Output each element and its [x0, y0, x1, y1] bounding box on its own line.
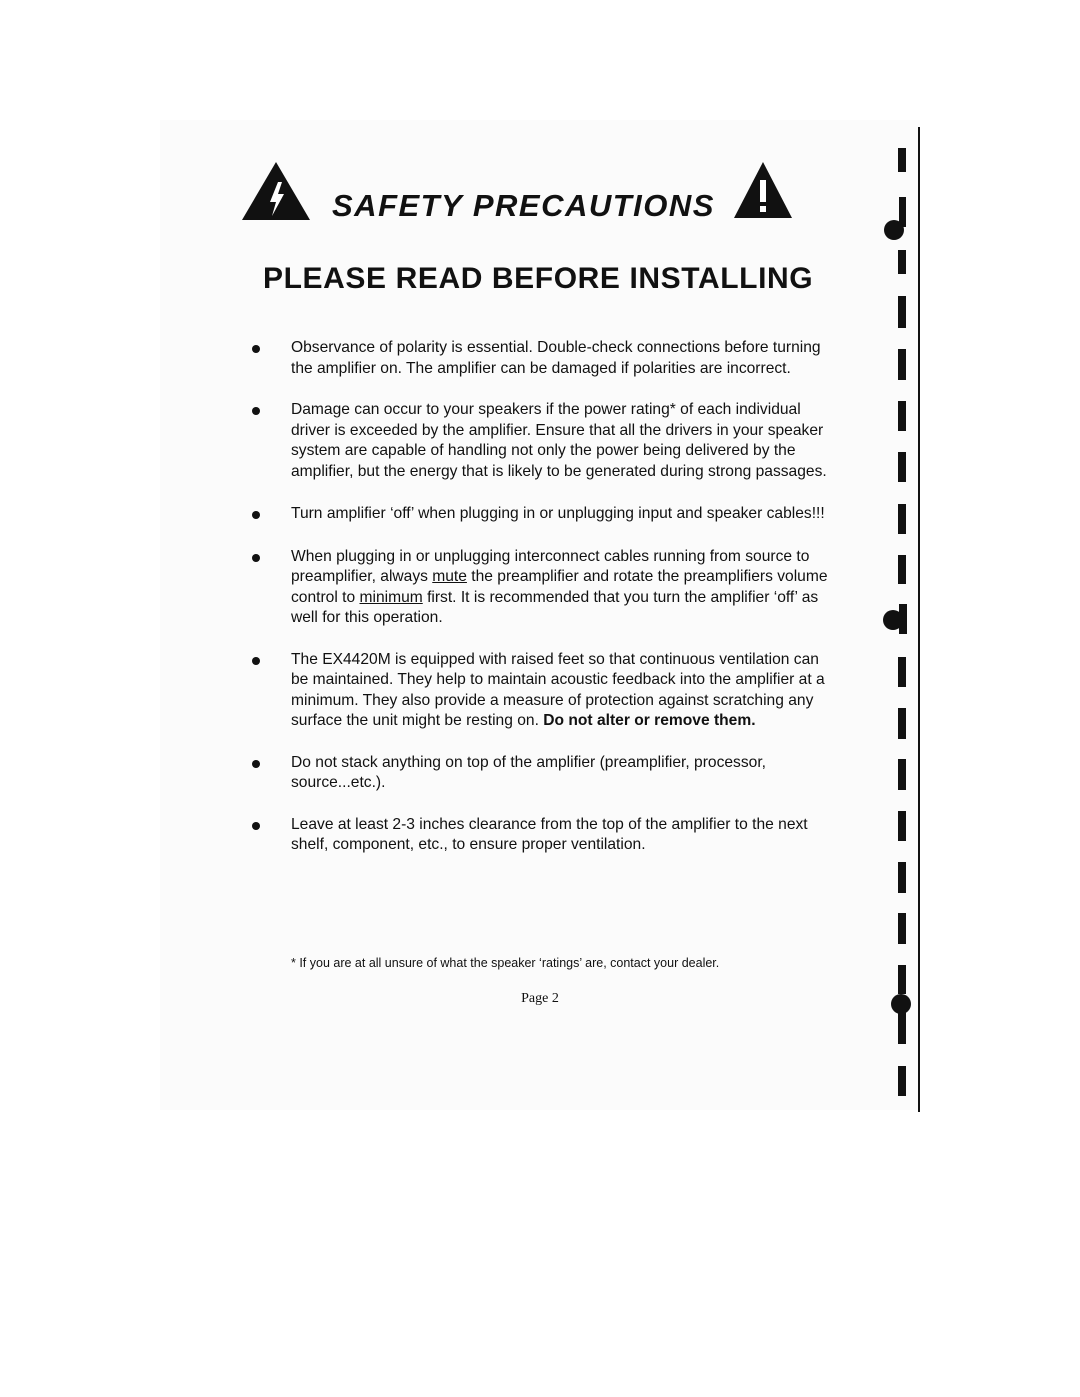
- list-item-text: The EX4420M is equipped with raised feet so that continuous ventilation can be maintained. They help to maintain acoustic feedback into the amplifier at a minimum. They also provide a measure of protection against scratching any surface the unit might be resting on.: [291, 650, 825, 729]
- list-item: [250, 338, 840, 379]
- bold-warning: Do not alter or remove them.: [543, 712, 756, 729]
- bullet-icon: [252, 822, 260, 830]
- minimum-emphasis: minimum: [359, 588, 423, 606]
- mute-emphasis: mute: [432, 568, 467, 585]
- list-item-text: Leave at least 2-3 inches clearance from the top of the amplifier to the next shelf, component, etc., to ensure proper ventilation.: [291, 815, 808, 853]
- list-item-text: When plugging in or unplugging interconnect cables running from source to preamplifier, always: [291, 547, 810, 585]
- bullet-icon: [252, 760, 260, 768]
- list-item-text: the preamplifier and rotate the preamplifiers volume control to: [291, 568, 828, 606]
- exclamation-warning-icon: [732, 160, 794, 220]
- footnote: * If you are at all unsure of what the speaker ‘ratings’ are, contact your dealer.: [291, 956, 720, 970]
- list-item-text: Observance of polarity is essential. Double-check connections before turning the amplifier on. The amplifier can be damaged if polarities are incorrect.: [291, 339, 821, 377]
- punch-hole-binding-marks-icon: [868, 0, 928, 1397]
- bullet-icon: [252, 657, 260, 665]
- list-item-text: Turn amplifier ‘off’ when plugging in or unplugging input and speaker cables!!!: [291, 505, 825, 522]
- list-item: [250, 753, 840, 794]
- bullet-icon: [252, 554, 260, 562]
- list-item-text: Damage can occur to your speakers if the power rating* of each individual driver is exceeded by the amplifier. Ensure that all the drivers in your speaker system are capable of handling not only the power being delivered by the amplifier, but the energy that is likely to be generated during strong passages.: [291, 401, 827, 480]
- bullet-icon: [252, 407, 260, 415]
- list-item: [250, 400, 840, 482]
- list-item: [250, 650, 840, 732]
- list-item: [250, 547, 840, 629]
- list-item-text: Do not stack anything on top of the amplifier (preamplifier, processor, source...etc.).: [291, 753, 766, 791]
- list-item-text: first. It is recommended that you turn the amplifier ‘off’ as well for this operation.: [291, 588, 819, 626]
- list-item: [250, 815, 840, 856]
- header: [240, 160, 800, 230]
- page-number: Page 2: [521, 991, 559, 1006]
- section-title: SAFETY PRECAUTIONS: [332, 188, 715, 223]
- electric-shock-warning-icon: [240, 160, 312, 222]
- bullet-icon: [252, 511, 260, 519]
- page-subtitle: PLEASE READ BEFORE INSTALLING: [263, 262, 814, 295]
- precautions-list: [250, 338, 840, 856]
- list-item: [250, 504, 840, 525]
- bullet-icon: [252, 345, 260, 353]
